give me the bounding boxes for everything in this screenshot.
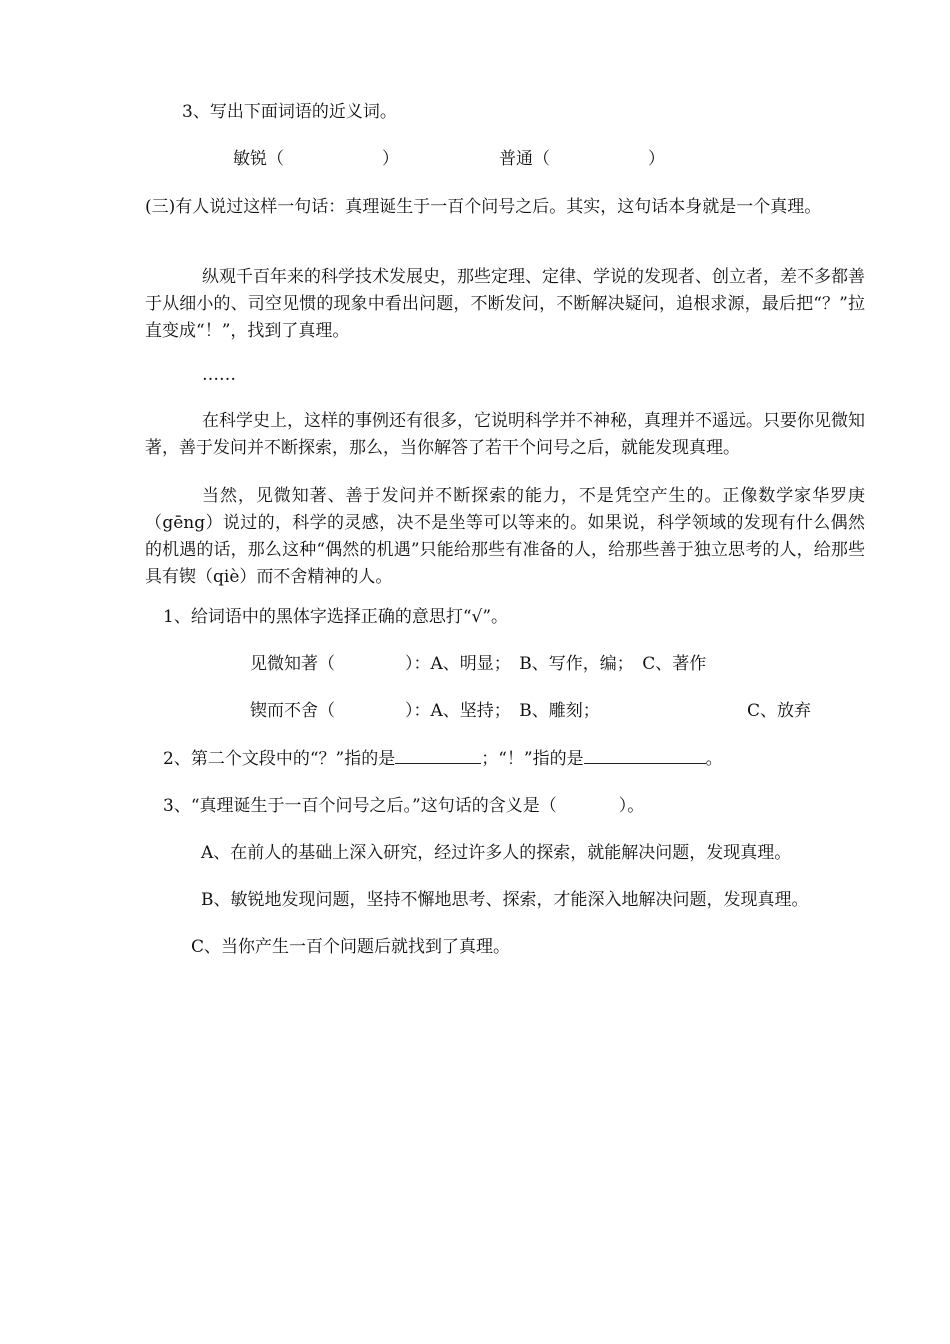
synonym-word-2: 普通（ xyxy=(499,149,550,169)
q1-word-2: 锲而不舍（ xyxy=(250,701,335,721)
synonym-item-2 xyxy=(499,146,665,172)
synonym-word-1: 敏锐（ xyxy=(233,149,284,169)
passage-ellipsis: …… xyxy=(202,365,236,385)
q3-option-b: B、敏锐地发现问题，坚持不懈地思考、探索，才能深入地解决问题，发现真理。 xyxy=(201,890,809,910)
question-3-title xyxy=(163,793,644,819)
question-1-row-2 xyxy=(250,698,600,724)
question-1-title: 1、给词语中的黑体字选择正确的意思打“√”。 xyxy=(163,607,509,627)
question-2 xyxy=(163,745,723,772)
q2-part-1: 2、第二个文段中的“？”指的是 xyxy=(163,749,396,769)
passage-paragraph-1: 纵观千百年来的科学技术发展史，那些定理、定律、学说的发现者、创立者，差不多都善于从细小的、司空见惯的现象中看出问题，不断发问，不断解决疑问，追根求源，最后把“？”拉直变成“！”，找到了真理。 xyxy=(145,267,865,341)
question-1-row-1 xyxy=(250,651,706,677)
q2-blank-2[interactable] xyxy=(584,745,706,764)
synonym-item-1 xyxy=(233,146,399,172)
q3-option-a: A、在前人的基础上深入研究，经过许多人的探索，就能解决问题，发现真理。 xyxy=(201,843,792,863)
q2-end: 。 xyxy=(705,749,723,769)
q3-title-close: ）。 xyxy=(618,796,645,816)
section-three-intro: (三)有人说过这样一句话：真理诞生于一百个问号之后。其实，这句话本身就是一个真理。 xyxy=(145,197,822,217)
q3-option-c: C、当你产生一百个问题后就找到了真理。 xyxy=(191,937,511,957)
q2-part-2: ；“！”指的是 xyxy=(481,749,584,769)
q1-word-1: 见微知著（ xyxy=(250,654,335,674)
question-synonyms-title: 3、写出下面词语的近义词。 xyxy=(182,102,397,122)
q2-blank-1[interactable] xyxy=(395,745,481,764)
passage-paragraph-2: 在科学史上，这样的事例还有很多，它说明科学并不神秘，真理并不遥远。只要你见微知著，善于发问并不断探索，那么，当你解答了若干个问号之后，就能发现真理。 xyxy=(145,411,865,458)
q1-options-1: ）：A、明显； B、写作，编； C、著作 xyxy=(405,654,707,674)
synonym-word-2-close: ） xyxy=(648,149,665,169)
synonym-word-1-close: ） xyxy=(382,149,399,169)
q1-option-2-c: C、放弃 xyxy=(747,701,812,721)
q3-title-text: 3、“真理诞生于一百个问号之后。”这句话的含义是（ xyxy=(163,796,557,816)
q1-options-2: ）：A、坚持； B、雕刻； xyxy=(405,701,600,721)
passage-paragraph-3: 当然，见微知著、善于发问并不断探索的能力，不是凭空产生的。正像数学家华罗庚（gēng）说过的，科学的灵感，决不是坐等可以等来的。如果说，科学领域的发现有什么偶然的机遇的话，那么这种“偶然的机遇”只能给那些有准备的人，给那些善于独立思考的人，给那些具有锲（qiè）而不舍精神的人。 xyxy=(145,486,865,587)
